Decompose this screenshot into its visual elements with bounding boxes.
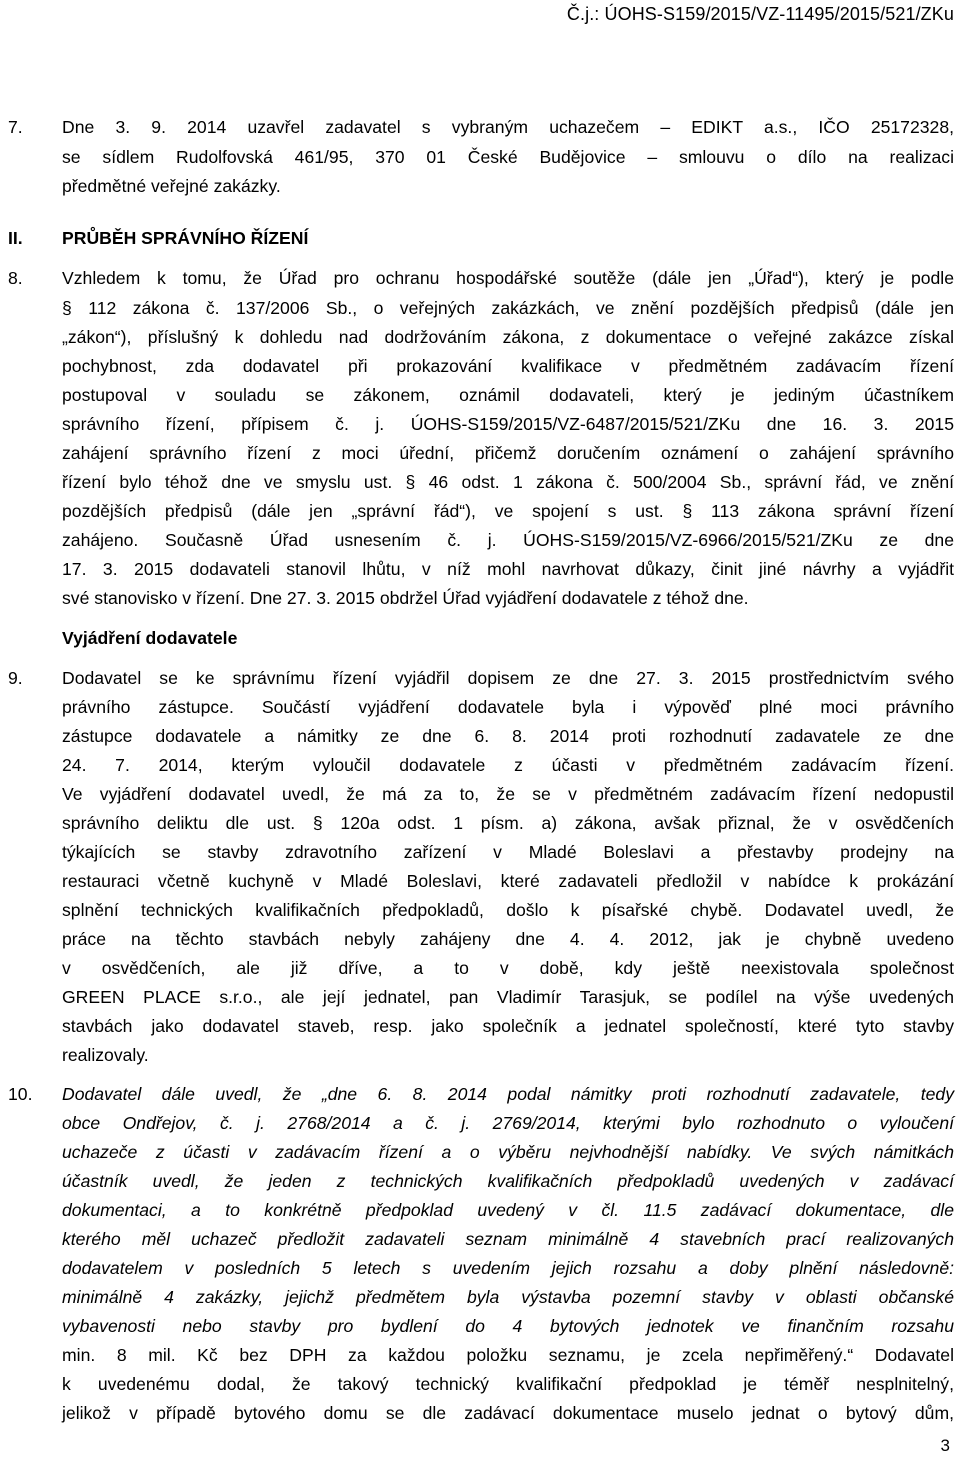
text-line: obce Ondřejov, č. j. 2768/2014 a č. j. 2769/2014, kterými bylo rozhodnuto o vyloučení (62, 1113, 954, 1133)
text-line: předmětné veřejné zakázky. (62, 176, 281, 196)
paragraph-number: 10. (8, 1084, 33, 1104)
text-line: „zákon“), příslušný k dohledu nad dodržováním zákona, z dokumentace o veřejné zakázce získal (62, 327, 954, 347)
text-line: dokumentaci, a to konkrétně předpoklad uvedený v čl. 11.5 zadávací dokumentace, dle (62, 1200, 954, 1220)
section-number: II. (8, 228, 23, 248)
text-line: Dodavatel dále uvedl, že „dne 6. 8. 2014 podal námitky proti rozhodnutí zadavatele, tedy (62, 1084, 954, 1104)
text-line: správního řízení, přípisem č. j. ÚOHS-S159/2015/VZ-6487/2015/521/ZKu dne 16. 3. 2015 (62, 414, 954, 434)
text-line: 24. 7. 2014, kterým vyloučil dodavatele z účasti v předmětném zadávacím řízení. (62, 755, 954, 775)
text-line: týkajících se stavby zdravotního zařízení v Mladé Boleslavi a přestavby prodejny na (62, 842, 954, 862)
text-line: zahájeno. Současně Úřad usnesením č. j. ÚOHS-S159/2015/VZ-6966/2015/521/ZKu ze dne (62, 530, 954, 550)
text-line: min. 8 mil. Kč bez DPH za každou položku seznamu, je zcela nepřiměřený.“ Dodavatel (62, 1345, 954, 1365)
text-line: pozdějších předpisů (dále jen „správní řád“), ve spojení s ust. § 113 zákona správní řízení (62, 501, 954, 521)
text-line: postupoval v souladu se zákonem, oznámil dodavateli, který je jediným účastníkem (62, 385, 954, 405)
section-heading: PRŮBĚH SPRÁVNÍHO ŘÍZENÍ (62, 228, 309, 248)
text-line: Vzhledem k tomu, že Úřad pro ochranu hospodářské soutěže (dále jen „Úřad“), který je podle (62, 268, 954, 288)
text-line: uchazeče z účasti v zadávacím řízení a o výběru nejvhodnější nabídky. Ve svých námitkách (62, 1142, 954, 1162)
text-line: kterého měl uchazeč předložit zadavateli seznam minimálně 4 stavebních prací realizovaných (62, 1229, 954, 1249)
text-line: zahájení správního řízení z moci úřední, přičemž doručením oznámení o zahájení správního (62, 443, 954, 463)
paragraph-number: 8. (8, 268, 23, 288)
text-line: k uvedenému dodal, že takový technický kvalifikační předpoklad je téměř nesplnitelný, (62, 1374, 954, 1394)
paragraph-number: 7. (8, 117, 23, 137)
text-line: práce na těchto stavbách nebyly zahájeny dne 4. 4. 2012, jak je chybně uvedeno (62, 929, 954, 949)
paragraph-number: 9. (8, 668, 23, 688)
text-line: 17. 3. 2015 dodavateli stanovil lhůtu, v níž mohl navrhovat důkazy, činit jiné návrhy a vyjádřit (62, 559, 954, 579)
text-line: Dne 3. 9. 2014 uzavřel zadavatel s vybraným uchazečem – EDIKT a.s., IČO 25172328, (62, 117, 954, 137)
subsection-heading: Vyjádření dodavatele (62, 628, 238, 648)
text-line: účastník uvedl, že jeden z technických kvalifikačních předpokladů uvedených v zadávací (62, 1171, 954, 1191)
text-line: realizovaly. (62, 1045, 149, 1065)
text-line: vybavenosti nebo stavby pro bydlení do 4 bytových jednotek ve finančním rozsahu (62, 1316, 954, 1336)
text-line: stavbách jako dodavatel staveb, resp. jako společník a jednatel společností, které tyto stavby (62, 1016, 954, 1036)
text-line: se sídlem Rudolfovská 461/95, 370 01 České Budějovice – smlouvu o dílo na realizaci (62, 147, 954, 167)
text-line: Ve vyjádření dodavatel uvedl, že má za to, že se v předmětném zadávacím řízení nedopustil (62, 784, 954, 804)
text-line: splnění technických kvalifikačních předpokladů, došlo k písařské chybě. Dodavatel uvedl, že (62, 900, 954, 920)
text-line: Dodavatel se ke správnímu řízení vyjádřil dopisem ze dne 27. 3. 2015 prostřednictvím svého (62, 668, 954, 688)
text-line: své stanovisko v řízení. Dne 27. 3. 2015 obdržel Úřad vyjádření dodavatele z téhož dne. (62, 588, 749, 608)
text-line: řízení bylo téhož dne ve smyslu ust. § 46 odst. 1 zákona č. 500/2004 Sb., správní řád, ve znění (62, 472, 954, 492)
text-line: restauraci včetně kuchyně v Mladé Boleslavi, které zadavateli předložil v nabídce k prokázání (62, 871, 954, 891)
text-line: jelikož v případě bytového domu se dle zadávací dokumentace muselo jednat o bytový dům, (62, 1403, 954, 1423)
text-line: zástupce dodavatele a námitky ze dne 6. 8. 2014 proti rozhodnutí zadavatele ze dne (62, 726, 954, 746)
text-line: GREEN PLACE s.r.o., ale její jednatel, pan Vladimír Tarasjuk, se podílel na výše uvedených (62, 987, 954, 1007)
page-number: 3 (940, 1436, 950, 1455)
text-line: právního zástupce. Součástí vyjádření dodavatele byla i výpověď plné moci právního (62, 697, 954, 717)
text-line: minimálně 4 zakázky, jejichž předmětem byla výstavba pozemní stavby v oblasti občanské (62, 1287, 954, 1307)
text-line: pochybnost, zda dodavatel při prokazování kvalifikace v předmětném zadávacím řízení (62, 356, 954, 376)
text-line: v osvědčeních, ale již dříve, a to v době, kdy ještě neexistovala společnost (62, 958, 954, 978)
text-line: správního deliktu dle ust. § 120a odst. 1 písm. a) zákona, avšak přiznal, že v osvědčeních (62, 813, 954, 833)
text-line: dodavatelem v posledních 5 letech s uvedením jejich rozsahu a doby plnění následovně: (62, 1258, 954, 1278)
text-line: § 112 zákona č. 137/2006 Sb., o veřejných zakázkách, ve znění pozdějších předpisů (dále jen (62, 298, 954, 318)
case-reference: Č.j.: ÚOHS-S159/2015/VZ-11495/2015/521/ZKu (566, 4, 954, 24)
